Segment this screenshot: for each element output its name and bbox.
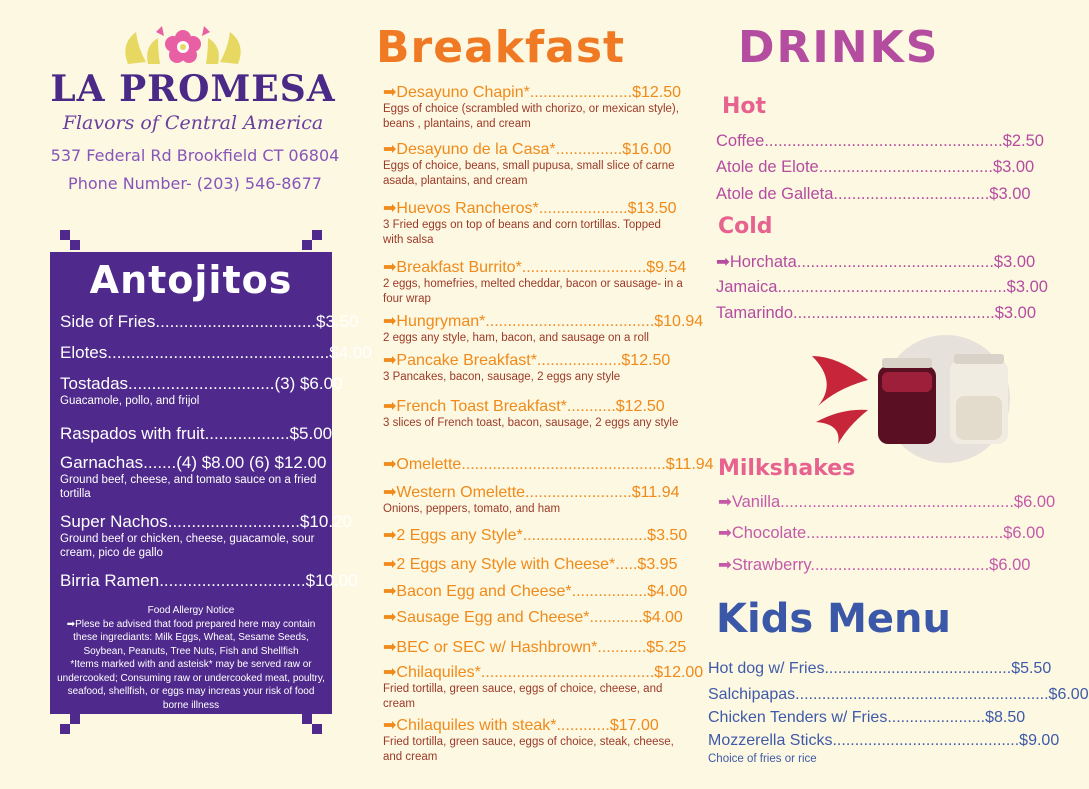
menu-item-description: Ground beef, cheese, and tomato sauce on a fried tortilla xyxy=(60,474,317,500)
menu-item-line: ➡French Toast Breakfast*...........$12.50 xyxy=(383,398,665,415)
menu-item xyxy=(383,525,688,545)
menu-item xyxy=(383,581,688,601)
menu-item xyxy=(383,139,683,188)
menu-item-line: ➡Hungryman*......................................$10.94 xyxy=(383,313,704,330)
panel-notch xyxy=(70,714,80,724)
menu-item xyxy=(383,607,683,627)
menu-item xyxy=(383,311,704,346)
menu-item xyxy=(383,350,683,385)
drinks-photo-icon xyxy=(808,336,1022,462)
menu-item-line: ➡Chilaquiles*.......................................$12.00 xyxy=(383,664,704,681)
drinks-title: DRINKS xyxy=(738,22,940,73)
menu-item-line: ➡Desayuno de la Casa*...............$16.00 xyxy=(383,141,672,158)
menu-item xyxy=(383,482,683,517)
menu-item xyxy=(383,198,683,247)
kids-item: Salchipapas.........................................................$6.00 xyxy=(708,686,1089,703)
menu-item-line: ➡Bacon Egg and Cheese*.................$4.00 xyxy=(383,583,688,600)
allergy-title: Food Allergy Notice xyxy=(147,605,235,616)
menu-item-line: Super Nachos............................$10.20 xyxy=(60,512,352,531)
menu-item-line: ➡Western Omelette........................$11.94 xyxy=(383,484,680,501)
restaurant-phone: Phone Number- (203) 546-8677 xyxy=(68,174,322,193)
antojitos-title: Antojitos xyxy=(89,258,293,302)
menu-item-description: 3 Pancakes, bacon, sausage, 2 eggs any style xyxy=(383,371,621,383)
kids-menu-title: Kids Menu xyxy=(716,596,951,642)
menu-item xyxy=(60,424,333,444)
allergy-notice xyxy=(56,604,326,712)
menu-item xyxy=(60,453,326,501)
restaurant-address: 537 Federal Rd Brookfield CT 06804 xyxy=(50,146,340,165)
panel-notch xyxy=(302,240,312,250)
menu-item xyxy=(383,82,683,131)
restaurant-name: LA PROMESA xyxy=(50,68,336,110)
menu-item-line: ➡Chilaquiles with steak*............$17.00 xyxy=(383,717,659,734)
menu-item-description: 3 Fried eggs on top of beans and corn tortillas. Topped with salsa xyxy=(383,219,661,246)
milkshake-item: ➡Strawberry.......................................$6.00 xyxy=(718,556,1031,574)
menu-item-description: Guacamole, pollo, and frijol xyxy=(60,395,200,407)
menu-item-line: ➡Omelette..............................................$11.94 xyxy=(383,456,714,473)
menu-item xyxy=(60,374,343,408)
milkshake-item: ➡Chocolate...........................................$6.00 xyxy=(718,524,1045,542)
panel-notch xyxy=(302,714,312,724)
menu-item-description: Ground beef or chicken, cheese, guacamole, sour cream, pico de gallo xyxy=(60,533,315,559)
menu-item-line: ➡Huevos Rancheros*....................$13.50 xyxy=(383,200,677,217)
menu-item xyxy=(383,637,687,657)
menu-item-line: Garnachas.......(4) $8.00 (6) $12.00 xyxy=(60,453,327,472)
allergy-ingredients: ➡Plese be advised that food prepared here may contain these ingrediants: Milk Eggs, Wheat, Sesame Seeds, Soybean, Peanuts, Tree Nuts, Fish and Shellfish xyxy=(66,618,316,657)
menu-item-line: ➡2 Eggs any Style*............................$3.50 xyxy=(383,527,688,544)
menu-item xyxy=(383,554,683,574)
menu-item-description: Eggs of choice, beans, small pupusa, small slice of carne asada, plantains, and cream xyxy=(383,160,675,187)
panel-notch xyxy=(312,724,322,734)
milkshakes-heading: Milkshakes xyxy=(718,456,856,481)
menu-item-line: ➡Breakfast Burrito*............................$9.54 xyxy=(383,259,687,276)
menu-item-description: 2 eggs, homefries, melted cheddar, bacon or sausage- in a four wrap xyxy=(383,278,683,305)
menu-item xyxy=(383,257,687,306)
menu-item-description: Fried tortilla, green sauce, eggs of choice, steak, cheese, and cream xyxy=(383,736,674,763)
cold-drinks-heading: Cold xyxy=(718,214,773,239)
menu-item xyxy=(383,662,704,711)
drink-item: Tamarindo............................................$3.00 xyxy=(716,304,1037,322)
menu-item-line: Side of Fries..................................$3.50 xyxy=(60,312,359,331)
menu-item-description: 2 eggs any style, ham, bacon, and sausage on a roll xyxy=(383,332,649,344)
menu-item xyxy=(60,571,358,591)
menu-item xyxy=(383,454,714,474)
menu-item-description: Onions, peppers, tomato, and ham xyxy=(383,503,561,515)
kids-item: Mozzerella Sticks..........................................$9.00 xyxy=(708,732,1060,749)
milkshake-item: ➡Vanilla...................................................$6.00 xyxy=(718,493,1056,511)
panel-notch xyxy=(70,240,80,250)
menu-item-line: Raspados with fruit..................$5.00 xyxy=(60,424,333,443)
hot-drinks-heading: Hot xyxy=(722,94,767,119)
menu-item-line: Tostadas...............................(3) $6.00 xyxy=(60,374,343,393)
menu-item-line: ➡Sausage Egg and Cheese*............$4.00 xyxy=(383,609,683,626)
menu-item-description: Eggs of choice (scrambled with chorizo, or mexican style), beans , plantains, and cream xyxy=(383,103,679,130)
panel-notch xyxy=(60,724,70,734)
drink-item: Atole de Elote......................................$3.00 xyxy=(716,158,1035,176)
floral-logo-icon xyxy=(118,24,248,68)
restaurant-tagline: Flavors of Central America xyxy=(62,112,324,134)
menu-item xyxy=(60,343,372,363)
menu-item-line: ➡BEC or SEC w/ Hashbrown*...........$5.25 xyxy=(383,639,687,656)
menu-item xyxy=(383,715,683,764)
menu-item-description: Fried tortilla, green sauce, eggs of choice, cheese, and cream xyxy=(383,683,663,710)
allergy-raw-warning: *Items marked with and asteisk* may be served raw or undercooked; Consuming raw or undercooked meat, poultry, seafood, shellfish, or eggs may increas your risk of food borne illness xyxy=(57,659,325,711)
kids-item: Hot dog w/ Fries..........................................$5.50 xyxy=(708,660,1052,677)
drink-item: Coffee....................................................$2.50 xyxy=(716,132,1044,150)
menu-item-line: ➡Desayuno Chapin*.......................$12.50 xyxy=(383,84,682,101)
kids-item: Chicken Tenders w/ Fries......................$8.50 xyxy=(708,709,1026,726)
panel-notch xyxy=(60,230,70,240)
menu-item xyxy=(383,396,683,431)
drink-item: Atole de Galleta..................................$3.00 xyxy=(716,185,1031,203)
drink-item: ➡Horchata...........................................$3.00 xyxy=(716,253,1036,271)
panel-notch xyxy=(312,230,322,240)
menu-item-description: 3 slices of French toast, bacon, sausage, 2 eggs any style xyxy=(383,417,679,429)
menu-item-line: ➡2 Eggs any Style with Cheese*.....$3.95 xyxy=(383,556,678,573)
drink-item: Jamaica..................................................$3.00 xyxy=(716,278,1048,296)
breakfast-title: Breakfast xyxy=(376,22,626,73)
menu-item-line: ➡Pancake Breakfast*...................$12.50 xyxy=(383,352,671,369)
menu-item xyxy=(60,312,359,332)
kids-note: Choice of fries or rice xyxy=(708,753,817,765)
menu-item-line: Elotes...............................................$4.00 xyxy=(60,343,372,362)
menu-item xyxy=(60,512,352,560)
menu-item-line: Birria Ramen...............................$10.00 xyxy=(60,571,358,590)
